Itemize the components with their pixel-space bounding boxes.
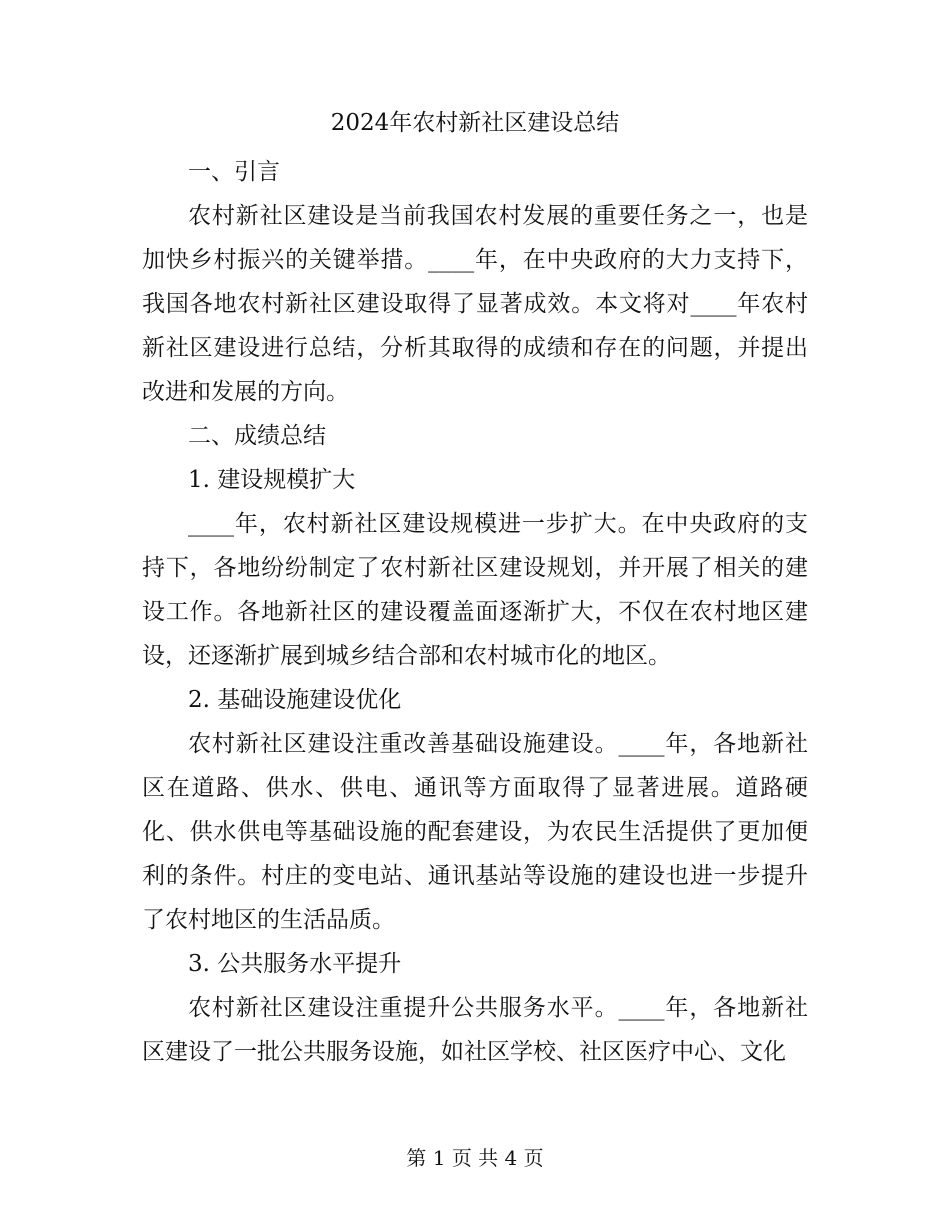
section-heading-achievements: 二、成绩总结 [188, 423, 326, 449]
paragraph-public-services: 农村新社区建设注重提升公共服务水平。____年，各地新社区建设了一批公共服务设施，如社区学校、社区医疗中心、文化 [142, 995, 808, 1065]
subheading-public-services: 3. 公共服务水平提升 [188, 951, 402, 977]
paragraph-scale-expansion: ____年，农村新社区建设规模进一步扩大。在中央政府的支持下，各地纷纷制定了农村新社区建设规划，并开展了相关的建设工作。各地新社区的建设覆盖面逐渐扩大，不仅在农村地区建设，还逐渐扩展到城乡结合部和农村城市化的地区。 [142, 511, 808, 669]
document-body [142, 150, 808, 1074]
subheading-scale-expansion: 1. 建设规模扩大 [188, 467, 356, 493]
document-title: 2024年农村新社区建设总结 [330, 110, 620, 136]
paragraph-introduction: 农村新社区建设是当前我国农村发展的重要任务之一，也是加快乡村振兴的关键举措。____年，在中央政府的大力支持下，我国各地农村新社区建设取得了显著成效。本文将对____年农村新社区建设进行总结，分析其取得的成绩和存在的问题，并提出改进和发展的方向。 [142, 203, 808, 405]
section-heading-introduction: 一、引言 [188, 159, 280, 185]
paragraph-infrastructure: 农村新社区建设注重改善基础设施建设。____年，各地新社区在道路、供水、供电、通讯等方面取得了显著进展。道路硬化、供水供电等基础设施的配套建设，为农民生活提供了更加便利的条件。村庄的变电站、通讯基站等设施的建设也进一步提升了农村地区的生活品质。 [142, 731, 808, 933]
page-footer: 第 1 页 共 4 页 [406, 1146, 544, 1170]
subheading-infrastructure: 2. 基础设施建设优化 [188, 687, 402, 713]
